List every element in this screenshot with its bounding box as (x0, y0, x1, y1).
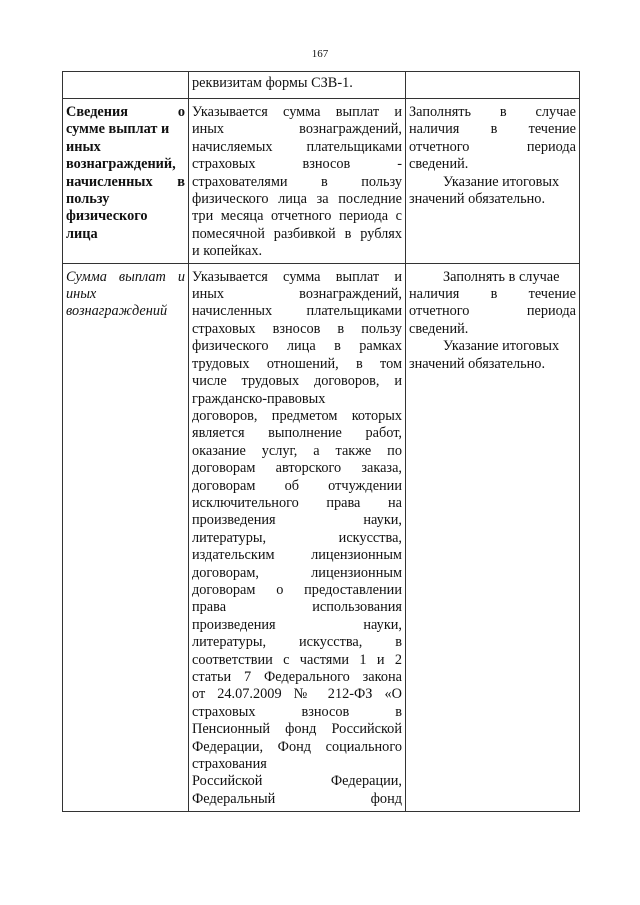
instruction-line: отчетного периода (409, 303, 576, 320)
description-line: издательским лицензионным (192, 547, 402, 564)
description-line: реквизитам формы СЗВ-1. (192, 75, 353, 91)
description-line: трудовых отношений, в том (192, 355, 402, 372)
description-line: исключительного права на (192, 494, 402, 511)
description-line: является выполнение работ, (192, 425, 402, 442)
description-line: иных вознаграждений, (192, 121, 402, 138)
instruction-line: Указание итоговых (443, 338, 560, 355)
instruction-line: значений обязательно. (409, 355, 546, 372)
page-number: 167 (311, 48, 329, 60)
field-name-line: иных (66, 138, 101, 155)
field-name-line: Сведения о (66, 104, 185, 120)
instruction-line: Заполнять в случае (409, 104, 576, 120)
description-line: помесячной разбивкой в рублях (192, 225, 402, 242)
instruction-cell (406, 263, 580, 811)
description-cell (189, 99, 406, 264)
field-name-cell (63, 263, 189, 811)
instruction-line: отчетного периода (409, 138, 576, 155)
description-line: договоров, предметом которых (192, 407, 402, 424)
description-line: три месяца отчетного периода с (192, 208, 402, 225)
description-line: и копейках. (192, 243, 263, 260)
instruction-line: значений обязательно. (409, 191, 546, 208)
instruction-line: Заполнять в случае (443, 268, 560, 285)
description-line: Указывается сумма выплат и (192, 104, 402, 120)
field-name-cell (63, 99, 189, 264)
description-line: договорам об отчуждении (192, 477, 402, 494)
field-name-line: иных (66, 286, 97, 303)
description-line: страхователями в пользу (192, 173, 402, 190)
description-line: страхования (192, 756, 267, 773)
field-name-line: лица (66, 225, 98, 242)
description-line: Федерации, Фонд социального (192, 738, 402, 755)
description-line: литературы, искусства, (192, 529, 402, 546)
description-line: договорам авторского заказа, (192, 460, 402, 477)
field-name-cell (63, 72, 189, 99)
description-line: произведения науки, (192, 616, 402, 633)
description-line: Пенсионный фонд Российской (192, 721, 402, 738)
description-line: Российской Федерации, (192, 773, 402, 790)
field-name-line: физического (66, 208, 148, 225)
description-line: Федеральный фонд (192, 790, 402, 807)
description-line: статьи 7 Федерального закона (192, 669, 402, 685)
description-line: страховых взносов в (192, 703, 402, 720)
description-line: физического лица за последние (192, 191, 402, 208)
instruction-line: наличия в течение (409, 286, 576, 303)
description-line: договорам, лицензионным (192, 564, 402, 581)
description-cell (189, 263, 406, 811)
description-line: начисленных плательщиками (192, 303, 402, 320)
description-line: числе трудовых договоров, и (192, 373, 402, 390)
description-line: договорам о предоставлении (192, 581, 402, 598)
description-line: начисляемых плательщиками (192, 138, 402, 155)
field-name-line: пользу (66, 191, 110, 208)
description-line: иных вознаграждений, (192, 286, 402, 303)
requirements-table (62, 71, 580, 812)
field-name-line: Сумма выплат и (66, 268, 185, 285)
table-row (63, 263, 580, 811)
description-line: права использования (192, 599, 402, 616)
instruction-line: сведений. (409, 320, 469, 337)
instruction-line: сведений. (409, 156, 469, 173)
instruction-cell (406, 72, 580, 99)
table-row (63, 99, 580, 264)
instruction-cell (406, 99, 580, 264)
description-line: соответствии с частями 1 и 2 (192, 651, 402, 668)
instruction-line: наличия в течение (409, 121, 576, 138)
description-cell (189, 72, 406, 99)
description-line: от 24.07.2009 № 212-ФЗ «О (192, 686, 402, 703)
table-row (63, 72, 580, 99)
description-line: страховых взносов - (192, 156, 402, 173)
description-line: страховых взносов в пользу (192, 320, 402, 337)
description-line: физического лица в рамках (192, 338, 402, 355)
field-name-line: начисленных в (66, 173, 185, 190)
field-name-line: вознаграждений, (66, 156, 176, 173)
description-line: гражданско-правовых (192, 390, 326, 407)
description-line: литературы, искусства, в (192, 634, 402, 651)
field-name-line: вознаграждений (66, 303, 168, 320)
instruction-line: Указание итоговых (443, 173, 560, 190)
description-line: оказание услуг, а также по (192, 442, 402, 459)
field-name-line: сумме выплат и (66, 121, 170, 138)
description-line: произведения науки, (192, 512, 402, 529)
description-line: Указывается сумма выплат и (192, 268, 402, 285)
